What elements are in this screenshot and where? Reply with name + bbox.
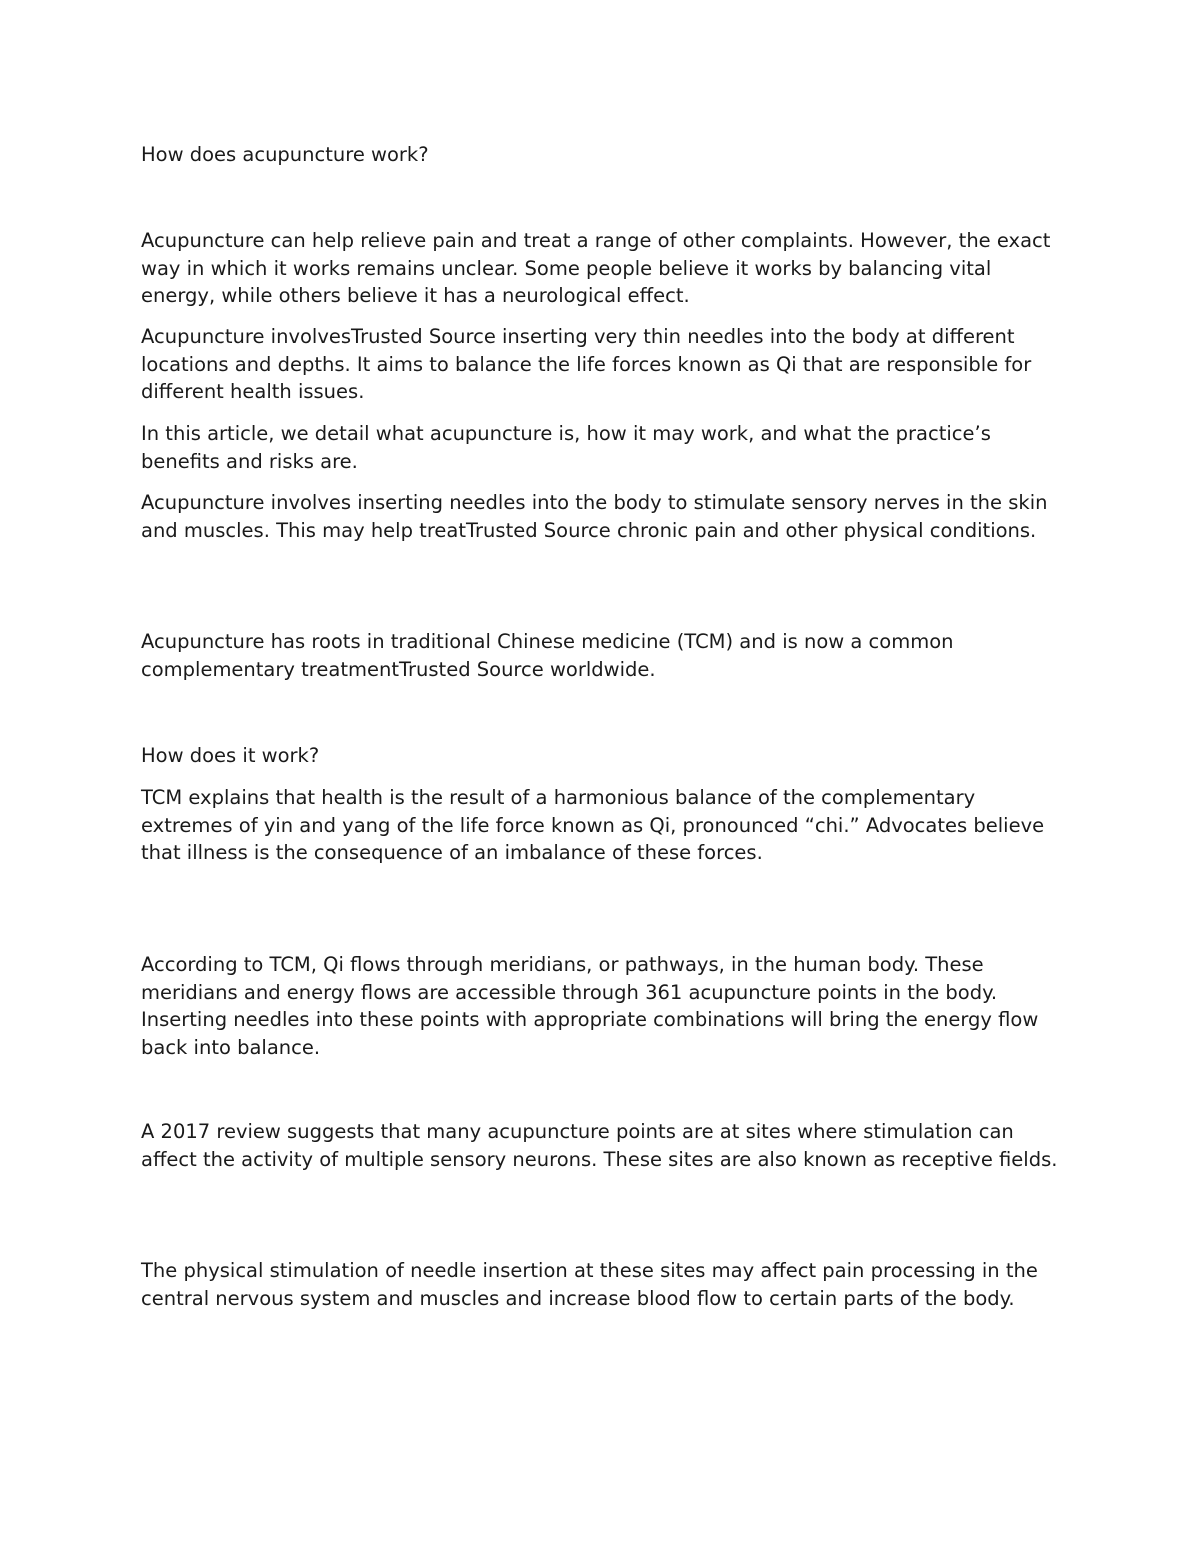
- paragraph-tcm-balance: TCM explains that health is the result of a harmonious balance of the complementary extremes of yin and yang of the life force known as Qi, pronounced “chi.” Advocates believe that illness is the consequence of an imbalance of these forces.: [141, 786, 1045, 864]
- paragraph-sensory-nerves: Acupuncture involves inserting needles into the body to stimulate sensory nerves in the skin and muscles. This may help treatTrusted Source chronic pain and other physical conditions.: [141, 491, 1048, 542]
- section-heading-how-it-works: How does it work?: [141, 744, 320, 767]
- document-title: How does acupuncture work?: [141, 143, 429, 166]
- paragraph-physical-stimulation: The physical stimulation of needle insertion at these sites may affect pain processing in the central nervous system and muscles and increase blood flow to certain parts of the body.: [141, 1259, 1038, 1310]
- paragraph-involves: Acupuncture involvesTrusted Source inserting very thin needles into the body at different locations and depths. It aims to balance the life forces known as Qi that are responsible for different health issues.: [141, 325, 1032, 403]
- paragraph-article: In this article, we detail what acupuncture is, how it may work, and what the practice’s benefits and risks are.: [141, 422, 991, 473]
- paragraph-2017-review: A 2017 review suggests that many acupuncture points are at sites where stimulation can affect the activity of multiple sensory neurons. These sites are also known as receptive fields.: [141, 1120, 1058, 1171]
- paragraph-tcm-roots: Acupuncture has roots in traditional Chinese medicine (TCM) and is now a common complementary treatmentTrusted Source worldwide.: [141, 630, 954, 681]
- paragraph-intro: Acupuncture can help relieve pain and treat a range of other complaints. However, the exact way in which it works remains unclear. Some people believe it works by balancing vital energy, while others believe it has a neurological effect.: [141, 229, 1051, 307]
- paragraph-meridians: According to TCM, Qi flows through meridians, or pathways, in the human body. These meridians and energy flows are accessible through 361 acupuncture points in the body. Inserting needles into these points with appropriate combinations will bring the energy flow back into balance.: [141, 953, 1039, 1059]
